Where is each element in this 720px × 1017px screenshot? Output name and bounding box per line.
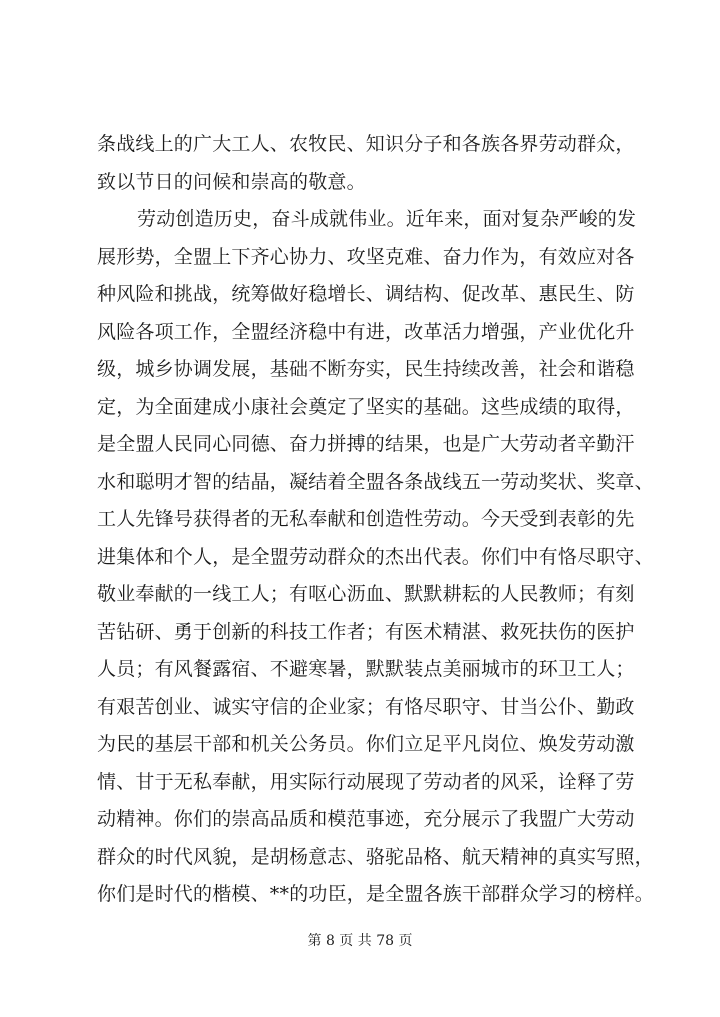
page-number-footer: 第 8 页 共 78 页 [307,933,413,949]
text-line: 情、甘于无私奉献，用实际行动展现了劳动者的风采，诠释了劳 [97,770,635,793]
text-line: 动精神。你们的崇高品质和模范事迹，充分展示了我盟广大劳动 [97,808,635,830]
text-line: 展形势，全盟上下齐心协力、攻坚克难、奋力作为，有效应对各 [97,245,635,268]
body-text [97,126,655,914]
text-line: 是全盟人民同心同德、奋力拼搏的结果，也是广大劳动者辛勤汗 [97,433,635,455]
text-line: 进集体和个人，是全盟劳动群众的杰出代表。你们中有恪尽职守、 [97,545,654,568]
text-line: 工人先锋号获得者的无私奉献和创造性劳动。今天受到表彰的先 [97,508,635,530]
text-line: 群众的时代风貌，是胡杨意志、骆驼品格、航天精神的真实写照， [97,845,654,868]
text-line: 人员；有风餐露宿、不避寒暑，默默装点美丽城市的环卫工人； [97,658,635,680]
paragraph-start-line: 劳动创造历史，奋斗成就伟业。近年来，面对复杂严峻的发 [137,208,637,230]
text-line: 敬业奉献的一线工人；有呕心沥血、默默耕耘的人民教师；有刻 [97,583,635,605]
text-line: 苦钻研、勇于创新的科技工作者；有医术精湛、救死扶伤的医护 [97,620,635,643]
text-line: 致以节日的问候和崇高的敬意。 [97,170,366,193]
text-line: 为民的基层干部和机关公务员。你们立足平凡岗位、焕发劳动激 [97,733,635,755]
text-line: 定，为全面建成小康社会奠定了坚实的基础。这些成绩的取得， [97,395,635,418]
text-line: 种风险和挑战，统筹做好稳增长、调结构、促改革、惠民生、防 [97,283,635,305]
text-line: 你们是时代的楷模、**的功臣，是全盟各族干部群众学习的榜样。 [97,883,655,905]
text-line: 级，城乡协调发展，基础不断夯实，民生持续改善，社会和谐稳 [97,358,635,380]
text-line: 有艰苦创业、诚实守信的企业家；有恪尽职守、甘当公仆、勤政 [97,695,635,718]
text-line: 风险各项工作，全盟经济稳中有进，改革活力增强，产业优化升 [97,320,635,343]
text-line: 条战线上的广大工人、农牧民、知识分子和各族各界劳动群众， [97,133,635,155]
text-line: 水和聪明才智的结晶，凝结着全盟各条战线五一劳动奖状、奖章、 [97,470,654,493]
